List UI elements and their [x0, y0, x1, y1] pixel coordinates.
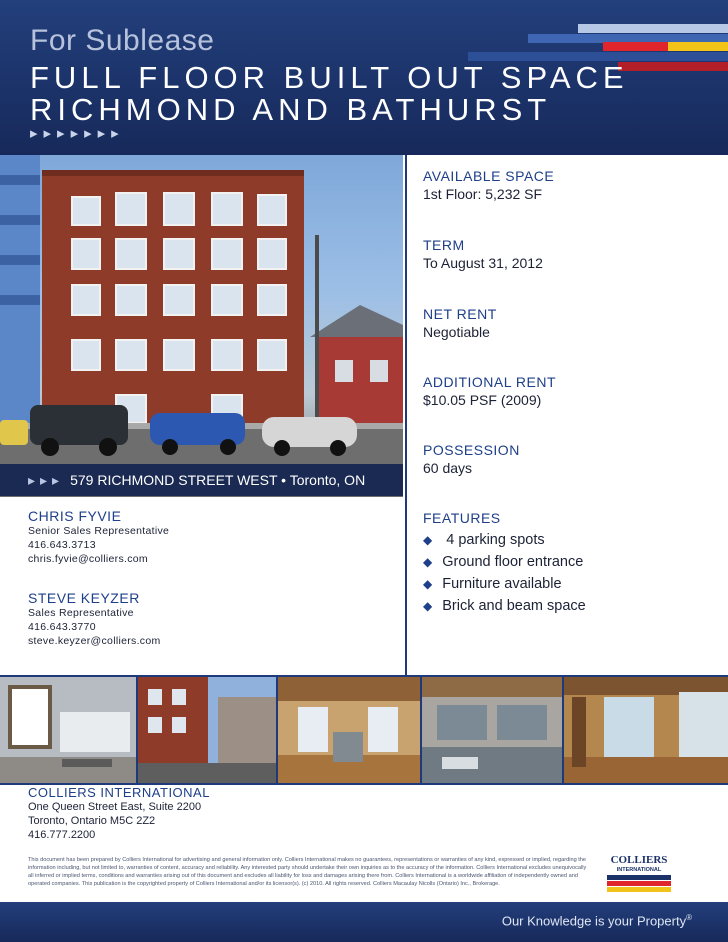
header-banner	[0, 0, 728, 155]
interior-photo	[564, 677, 728, 783]
building-photo	[0, 155, 403, 497]
net-rent-block	[423, 306, 497, 340]
feature-item: ◆ Ground floor entrance	[423, 554, 584, 570]
headline-line-2: RICHMOND AND BATHURST	[30, 92, 552, 127]
office-name: COLLIERS INTERNATIONAL	[28, 785, 210, 800]
diamond-bullet-icon: ◆	[423, 555, 433, 569]
features-label: FEATURES	[423, 510, 501, 526]
feature-item: ◆ Furniture available	[423, 576, 562, 592]
interior-photo	[0, 677, 136, 783]
available-space-label: AVAILABLE SPACE	[423, 168, 555, 184]
net-rent-value: Negotiable	[423, 324, 490, 340]
contact-email[interactable]: chris.fyvie@colliers.com	[28, 553, 148, 565]
term-block	[423, 237, 543, 271]
tagline: Our Knowledge is your Property®	[501, 913, 692, 929]
office-address-1: One Queen Street East, Suite 2200	[28, 801, 202, 813]
contact-card	[28, 508, 169, 566]
term-value: To August 31, 2012	[423, 255, 543, 271]
contact-name: STEVE KEYZER	[28, 590, 140, 606]
net-rent-label: NET RENT	[423, 306, 497, 322]
office-address-2: Toronto, Ontario M5C 2Z2	[28, 815, 156, 827]
contact-title: Sales Representative	[28, 607, 134, 619]
feature-item: ◆ Brick and beam space	[423, 598, 586, 614]
contact-phone[interactable]: 416.643.3713	[28, 539, 96, 551]
svg-text:COLLIERS: COLLIERS	[610, 854, 668, 866]
interior-photo	[278, 677, 420, 783]
features-block	[423, 510, 586, 614]
interior-photo-strip	[0, 675, 728, 785]
office-phone[interactable]: 416.777.2200	[28, 829, 96, 841]
possession-block	[423, 442, 520, 476]
diamond-bullet-icon: ◆	[423, 577, 433, 591]
additional-rent-block	[423, 374, 556, 408]
contact-phone[interactable]: 416.643.3770	[28, 621, 96, 633]
diamond-bullet-icon: ◆	[423, 533, 433, 547]
colliers-logo	[607, 850, 671, 894]
contact-name: CHRIS FYVIE	[28, 508, 122, 524]
additional-rent-label: ADDITIONAL RENT	[423, 374, 556, 390]
contact-card	[28, 590, 161, 648]
disclaimer-text: This document has been prepared by Colliers International for advertising and general information only. Colliers International makes no guarantees, representations or warranties of any kind, expressed or implied, regarding the information including, but not limited to, warranties of content, accuracy and reliability. Any interested party should undertake their own inquiries as to the accuracy of the information. Colliers International excludes unequivocally all inferred or implied terms, conditions and warranties arising out of this document and excludes all liability for loss and damages arising there from. Colliers International is a worldwide affiliation of independently owned and operated companies. This publication is the copyrighted property of Colliers International and/or its licensor(s). (c) 2010. All rights reserved. Colliers Macaulay Nicolls (Ontario) Inc., Brokerage.	[28, 857, 587, 887]
address-text: 579 RICHMOND STREET WEST • Toronto, ON	[70, 472, 366, 488]
available-space-value: 1st Floor: 5,232 SF	[423, 186, 543, 202]
column-divider	[405, 155, 407, 675]
possession-label: POSSESSION	[423, 442, 520, 458]
diamond-bullet-icon: ◆	[423, 599, 433, 613]
caption-arrows-icon: ▸▸▸	[28, 472, 65, 488]
building-illustration	[0, 155, 403, 497]
contact-title: Senior Sales Representative	[28, 525, 170, 537]
sublease-title: For Sublease	[30, 24, 215, 57]
office-info	[28, 785, 210, 842]
interior-photo	[422, 677, 562, 783]
additional-rent-value: $10.05 PSF (2009)	[423, 392, 542, 408]
address-caption	[0, 464, 403, 496]
possession-value: 60 days	[423, 460, 473, 476]
feature-item: ◆ 4 parking spots	[423, 532, 545, 548]
registered-mark: ®	[686, 913, 692, 922]
svg-text:INTERNATIONAL: INTERNATIONAL	[616, 867, 662, 873]
contact-email[interactable]: steve.keyzer@colliers.com	[28, 635, 161, 647]
interior-photo	[138, 677, 276, 783]
header-arrows-icon: ▸▸▸▸▸▸▸	[30, 125, 125, 142]
headline-line-1: FULL FLOOR BUILT OUT SPACE	[30, 60, 629, 95]
term-label: TERM	[423, 237, 465, 253]
available-space-block	[423, 168, 554, 202]
